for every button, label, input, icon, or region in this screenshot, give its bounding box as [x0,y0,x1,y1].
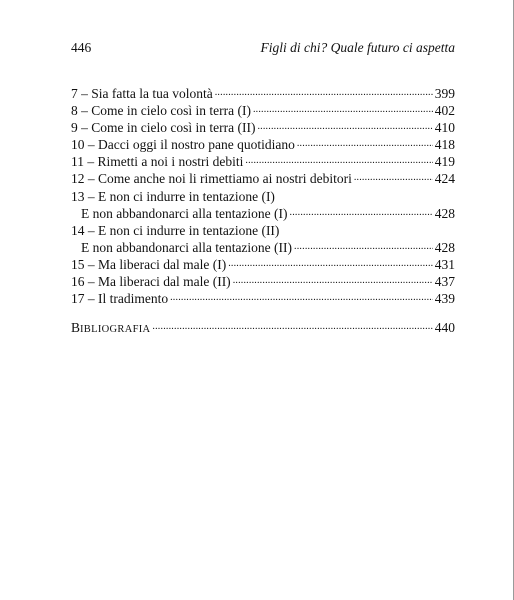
toc-entry-subtitle: E non abbandonarci alla tentazione (I) [81,205,288,221]
toc-entry-title: 16 – Ma liberaci dal male (II) [71,274,231,290]
toc-entry-subtitle: E non abbandonarci alla tentazione (II) [81,239,293,255]
toc-entry-page: 424 [434,171,455,187]
toc-entry[interactable] [71,119,455,136]
toc-entry-first-line[interactable] [71,222,455,239]
toc-entry-title: 7 – Sia fatta la tua volontà [71,86,213,101]
toc-entry-title: 14 – E non ci indurre in tentazione (II) [71,222,280,238]
toc-entry[interactable] [71,256,455,273]
dot-leader [152,320,432,332]
dot-leader [233,274,433,286]
toc-entry-title: 10 – Dacci oggi il nostro pane quotidiano [71,137,295,153]
dot-leader [290,206,433,218]
toc-entry-continuation[interactable] [71,205,455,222]
toc-entry-title: 11 – Rimetti a noi i nostri debiti [71,154,244,170]
dot-leader [253,103,433,115]
toc-entry-page: 419 [434,154,455,170]
dot-leader [228,257,433,269]
bibliography-initial: B [71,320,81,336]
toc-entry-bibliography[interactable] [71,319,455,336]
toc-entry[interactable] [71,273,455,290]
toc-entry-title: 9 – Come in cielo così in terra (II) [71,120,256,136]
toc-entry[interactable] [71,85,455,102]
dot-leader [170,291,433,303]
dot-leader [215,86,433,98]
page-number: 446 [71,40,92,55]
bibliography-title [71,319,150,338]
table-of-contents [71,85,455,336]
toc-entry-title: 15 – Ma liberaci dal male (I) [71,256,227,272]
toc-entry[interactable] [71,290,455,307]
dot-leader [257,120,432,132]
toc-entry-continuation[interactable] [71,239,455,256]
toc-entry-page: 440 [434,320,455,336]
toc-entry[interactable] [71,102,455,119]
dot-leader [297,137,433,149]
page-header [71,40,455,60]
toc-entry-page: 418 [434,137,455,153]
toc-entry-page: 410 [434,120,455,136]
running-title: Figli di chi? Quale futuro ci aspetta [260,40,455,55]
section-spacer [71,307,455,319]
toc-entry-first-line[interactable] [71,188,455,205]
toc-entry[interactable] [71,170,455,187]
toc-entry-page: 437 [434,274,455,290]
toc-entry-title: 17 – Il tradimento [71,291,169,307]
toc-entry[interactable] [71,153,455,170]
dot-leader [245,154,432,166]
toc-entry-page: 402 [434,103,455,119]
toc-entry-page: 431 [434,256,455,272]
toc-entry-page: 399 [434,86,455,101]
toc-entry-title: 12 – Come anche noi li rimettiamo ai nostri debitori [71,171,352,187]
toc-entry-page: 428 [434,205,455,221]
toc-entry[interactable] [71,136,455,153]
toc-entry-title: 8 – Come in cielo così in terra (I) [71,103,251,119]
bibliography-rest: IBLIOGRAFIA [80,324,151,336]
dot-leader [294,240,433,252]
dot-leader [354,171,433,183]
toc-entry-title: 13 – E non ci indurre in tentazione (I) [71,188,275,204]
toc-entry-page: 439 [434,291,455,307]
toc-entry-page: 428 [434,239,455,255]
